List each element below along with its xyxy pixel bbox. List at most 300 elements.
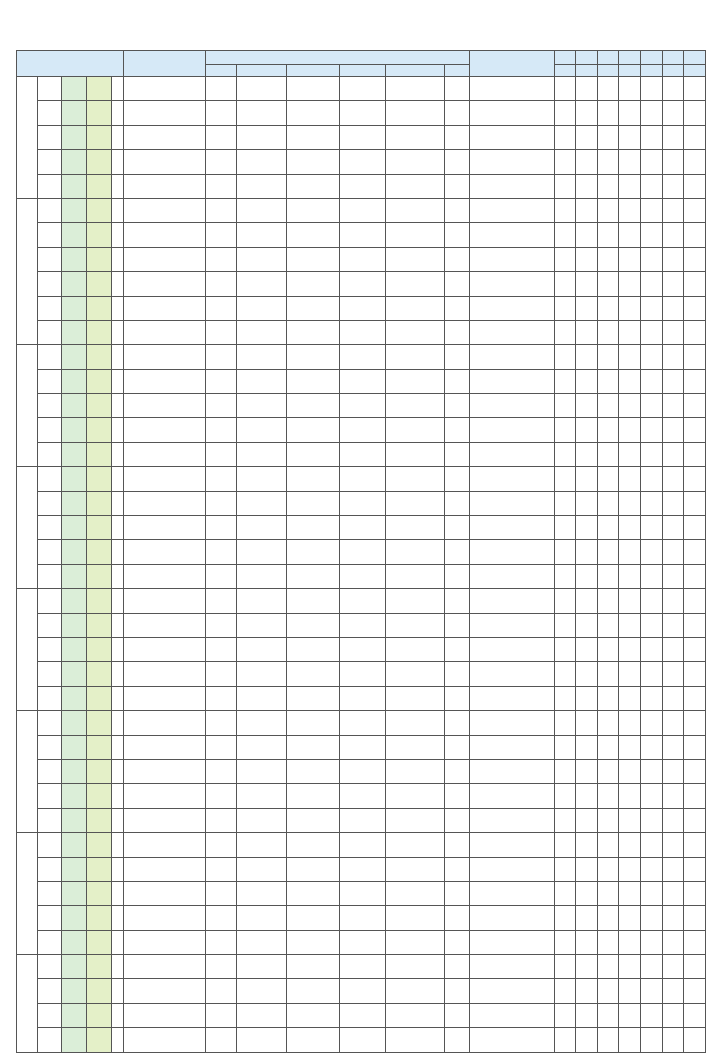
morning-snack [124, 613, 206, 637]
weekday [111, 808, 123, 832]
nutrition-value [554, 394, 576, 418]
morning-snack [124, 808, 206, 832]
nutrition-value [554, 320, 576, 344]
lunch-soup [385, 491, 445, 515]
lunch-main [237, 1028, 286, 1052]
nutrition-header [597, 51, 619, 65]
nutrition-value [619, 77, 641, 101]
menu-row [17, 686, 706, 710]
nutrition-value [640, 491, 662, 515]
date-sep [37, 808, 62, 832]
lunch-soup [385, 1003, 445, 1027]
lunch-side [286, 979, 340, 1003]
menu-row [17, 150, 706, 174]
afternoon-snack [470, 540, 554, 564]
nutrition-value [662, 759, 684, 783]
lunch-fruit [445, 320, 470, 344]
lunch-soup [385, 223, 445, 247]
afternoon-snack [470, 906, 554, 930]
lunch-fruit [445, 394, 470, 418]
nutrition-value [554, 150, 576, 174]
lunch-staple [206, 881, 237, 905]
nutrition-value [662, 101, 684, 125]
lunch-soup [385, 394, 445, 418]
weekday [111, 833, 123, 857]
date-sep [37, 833, 62, 857]
date-sep [37, 516, 62, 540]
lunch-soup [385, 735, 445, 759]
nutrition-value [640, 857, 662, 881]
nutrition-value [597, 881, 619, 905]
menu-row [17, 833, 706, 857]
nutrition-value [662, 223, 684, 247]
afternoon-snack [470, 1028, 554, 1052]
date-nov [62, 637, 87, 661]
date-sep [37, 320, 62, 344]
date-nov [62, 369, 87, 393]
nutrition-value [576, 516, 598, 540]
date-nov [62, 955, 87, 979]
nutrition-header [619, 51, 641, 65]
nutrition-value [554, 1003, 576, 1027]
lunch-soup [385, 369, 445, 393]
lunch-main [237, 711, 286, 735]
lunch-main [237, 979, 286, 1003]
lunch-side [286, 101, 340, 125]
lunch-main [237, 1003, 286, 1027]
week-label [17, 589, 38, 711]
nutrition-value [662, 564, 684, 588]
date-nov [62, 394, 87, 418]
morning-snack [124, 955, 206, 979]
nutrition-value [597, 272, 619, 296]
lunch-vegetable [340, 467, 385, 491]
nutrition-value [597, 296, 619, 320]
lunch-soup [385, 77, 445, 101]
nutrition-header [554, 51, 576, 65]
lunch-soup [385, 101, 445, 125]
nutrition-value [576, 491, 598, 515]
date-sep [37, 540, 62, 564]
afternoon-snack [470, 516, 554, 540]
nutrition-value [662, 247, 684, 271]
date-sep [37, 564, 62, 588]
nutrition-value [554, 467, 576, 491]
nutrition-value [554, 101, 576, 125]
nutrition-value [597, 833, 619, 857]
nutrition-value [576, 1028, 598, 1052]
weekday [111, 881, 123, 905]
date-sep [37, 467, 62, 491]
nutrition-value [684, 735, 706, 759]
lunch-staple [206, 1028, 237, 1052]
lunch-side [286, 345, 340, 369]
lunch-staple [206, 833, 237, 857]
lunch-vegetable [340, 491, 385, 515]
lunch-vegetable [340, 272, 385, 296]
nutrition-value [640, 759, 662, 783]
date-dec [87, 77, 112, 101]
weekday [111, 540, 123, 564]
lunch-fruit [445, 833, 470, 857]
lunch-main [237, 320, 286, 344]
nutrition-value [576, 394, 598, 418]
lunch-vegetable [340, 198, 385, 222]
nutrition-value [640, 125, 662, 149]
lunch-side [286, 759, 340, 783]
nutrition-value [597, 369, 619, 393]
date-sep [37, 759, 62, 783]
lunch-soup [385, 467, 445, 491]
lunch-col-header [385, 65, 445, 77]
morning-snack [124, 589, 206, 613]
date-nov [62, 516, 87, 540]
nutrition-value [597, 540, 619, 564]
menu-row [17, 296, 706, 320]
lunch-vegetable [340, 955, 385, 979]
lunch-main [237, 564, 286, 588]
week-label [17, 77, 38, 199]
nutrition-value [662, 979, 684, 1003]
lunch-main [237, 345, 286, 369]
lunch-side [286, 77, 340, 101]
lunch-soup [385, 784, 445, 808]
lunch-staple [206, 906, 237, 930]
date-nov [62, 833, 87, 857]
nutrition-value [684, 955, 706, 979]
menu-row [17, 979, 706, 1003]
lunch-vegetable [340, 1028, 385, 1052]
lunch-staple [206, 711, 237, 735]
nutrition-value [684, 174, 706, 198]
lunch-soup [385, 808, 445, 832]
nutrition-value [597, 442, 619, 466]
nutrition-header [640, 51, 662, 65]
nutrition-value [554, 272, 576, 296]
weekday [111, 759, 123, 783]
nutrition-value [576, 613, 598, 637]
date-sep [37, 613, 62, 637]
date-dec [87, 394, 112, 418]
lunch-fruit [445, 955, 470, 979]
date-nov [62, 125, 87, 149]
lunch-main [237, 101, 286, 125]
morning-snack [124, 491, 206, 515]
date-dec [87, 150, 112, 174]
lunch-fruit [445, 735, 470, 759]
morning-snack [124, 150, 206, 174]
lunch-soup [385, 272, 445, 296]
nutrition-value [554, 686, 576, 710]
weekday [111, 223, 123, 247]
menu-row [17, 613, 706, 637]
lunch-fruit [445, 125, 470, 149]
nutrition-value [684, 979, 706, 1003]
morning-snack [124, 759, 206, 783]
nutrition-value [662, 467, 684, 491]
afternoon-snack [470, 467, 554, 491]
date-sep [37, 247, 62, 271]
date-dec [87, 613, 112, 637]
afternoon-snack [470, 589, 554, 613]
nutrition-value [662, 808, 684, 832]
weekday [111, 735, 123, 759]
date-sep [37, 150, 62, 174]
nutrition-value [554, 711, 576, 735]
menu-row [17, 906, 706, 930]
nutrition-value [662, 784, 684, 808]
nutrition-value [662, 540, 684, 564]
nutrition-value [640, 906, 662, 930]
lunch-vegetable [340, 516, 385, 540]
weekday [111, 272, 123, 296]
lunch-fruit [445, 759, 470, 783]
nutrition-value [640, 589, 662, 613]
lunch-fruit [445, 491, 470, 515]
lunch-staple [206, 467, 237, 491]
date-dec [87, 857, 112, 881]
nutrition-value [640, 77, 662, 101]
nutrition-value [684, 686, 706, 710]
lunch-fruit [445, 150, 470, 174]
nutrition-value [554, 345, 576, 369]
nutrition-value [684, 418, 706, 442]
lunch-fruit [445, 101, 470, 125]
nutrition-value [619, 906, 641, 930]
nutrition-value [576, 418, 598, 442]
lunch-side [286, 369, 340, 393]
nutrition-value [684, 589, 706, 613]
date-nov [62, 418, 87, 442]
lunch-fruit [445, 345, 470, 369]
lunch-soup [385, 930, 445, 954]
weekday [111, 198, 123, 222]
nutrition-value [684, 857, 706, 881]
nutrition-value [597, 930, 619, 954]
nutrition-value [684, 272, 706, 296]
lunch-side [286, 711, 340, 735]
lunch-col-header [237, 65, 286, 77]
date-sep [37, 1028, 62, 1052]
menu-row [17, 77, 706, 101]
lunch-main [237, 418, 286, 442]
nutrition-value [684, 369, 706, 393]
nutrition-value [597, 735, 619, 759]
menu-row [17, 198, 706, 222]
nutrition-value [619, 272, 641, 296]
lunch-soup [385, 662, 445, 686]
lunch-soup [385, 150, 445, 174]
date-nov [62, 662, 87, 686]
lunch-fruit [445, 711, 470, 735]
lunch-fruit [445, 516, 470, 540]
morning-snack [124, 784, 206, 808]
date-dec [87, 101, 112, 125]
unit-header [554, 65, 576, 77]
menu-row [17, 637, 706, 661]
menu-row [17, 345, 706, 369]
nutrition-value [554, 613, 576, 637]
lunch-side [286, 686, 340, 710]
date-nov [62, 906, 87, 930]
date-sep [37, 686, 62, 710]
lunch-staple [206, 808, 237, 832]
menu-row [17, 1028, 706, 1052]
nutrition-value [597, 223, 619, 247]
menu-row [17, 320, 706, 344]
nutrition-value [576, 174, 598, 198]
lunch-fruit [445, 442, 470, 466]
nutrition-value [554, 930, 576, 954]
lunch-main [237, 491, 286, 515]
lunch-vegetable [340, 979, 385, 1003]
morning-snack [124, 1028, 206, 1052]
lunch-fruit [445, 540, 470, 564]
afternoon-snack [470, 150, 554, 174]
lunch-main [237, 516, 286, 540]
weekday [111, 686, 123, 710]
menu-row [17, 735, 706, 759]
morning-snack [124, 735, 206, 759]
nutrition-value [684, 662, 706, 686]
date-dec [87, 247, 112, 271]
lunch-side [286, 613, 340, 637]
lunch-soup [385, 979, 445, 1003]
date-sep [37, 857, 62, 881]
date-dec [87, 540, 112, 564]
nutrition-header [684, 51, 706, 65]
date-sep [37, 418, 62, 442]
lunch-fruit [445, 686, 470, 710]
date-nov [62, 711, 87, 735]
lunch-staple [206, 320, 237, 344]
nutrition-value [554, 564, 576, 588]
unit-header [576, 65, 598, 77]
nutrition-value [576, 784, 598, 808]
nutrition-value [684, 1028, 706, 1052]
date-nov [62, 247, 87, 271]
lunch-soup [385, 564, 445, 588]
nutrition-value [662, 857, 684, 881]
lunch-vegetable [340, 101, 385, 125]
lunch-vegetable [340, 345, 385, 369]
nutrition-value [597, 174, 619, 198]
weekday [111, 491, 123, 515]
nutrition-value [597, 320, 619, 344]
nutrition-value [640, 686, 662, 710]
lunch-soup [385, 906, 445, 930]
lunch-main [237, 296, 286, 320]
nutrition-value [684, 833, 706, 857]
week-label [17, 345, 38, 467]
lunch-main [237, 637, 286, 661]
date-sep [37, 881, 62, 905]
lunch-staple [206, 540, 237, 564]
nutrition-value [662, 77, 684, 101]
date-nov [62, 1028, 87, 1052]
date-dec [87, 808, 112, 832]
morning-snack [124, 394, 206, 418]
nutrition-value [597, 101, 619, 125]
weekday [111, 418, 123, 442]
nutrition-value [619, 1003, 641, 1027]
morning-snack [124, 369, 206, 393]
afternoon-snack [470, 125, 554, 149]
nutrition-value [597, 711, 619, 735]
date-dec [87, 881, 112, 905]
morning-snack [124, 637, 206, 661]
nutrition-value [619, 247, 641, 271]
nutrition-value [554, 442, 576, 466]
lunch-main [237, 467, 286, 491]
weekday [111, 906, 123, 930]
date-sep [37, 369, 62, 393]
nutrition-value [640, 784, 662, 808]
morning-snack [124, 247, 206, 271]
afternoon-snack [470, 174, 554, 198]
afternoon-snack [470, 686, 554, 710]
date-dec [87, 1003, 112, 1027]
nutrition-value [619, 394, 641, 418]
date-nov [62, 467, 87, 491]
nutrition-value [576, 77, 598, 101]
afternoon-snack [470, 320, 554, 344]
date-nov [62, 613, 87, 637]
lunch-staple [206, 223, 237, 247]
nutrition-value [576, 150, 598, 174]
nutrition-value [576, 857, 598, 881]
lunch-staple [206, 101, 237, 125]
nutrition-value [619, 150, 641, 174]
lunch-fruit [445, 784, 470, 808]
nutrition-value [619, 516, 641, 540]
weekday [111, 516, 123, 540]
menu-row [17, 662, 706, 686]
nutrition-value [597, 77, 619, 101]
menu-row [17, 540, 706, 564]
date-nov [62, 174, 87, 198]
afternoon-snack [470, 833, 554, 857]
lunch-staple [206, 662, 237, 686]
lunch-vegetable [340, 613, 385, 637]
date-nov [62, 540, 87, 564]
nutrition-value [554, 296, 576, 320]
menu-row [17, 930, 706, 954]
lunch-staple [206, 345, 237, 369]
date-nov [62, 589, 87, 613]
date-sep [37, 784, 62, 808]
weekday [111, 247, 123, 271]
nutrition-value [640, 150, 662, 174]
lunch-soup [385, 833, 445, 857]
nutrition-value [554, 735, 576, 759]
lunch-side [286, 808, 340, 832]
nutrition-value [640, 394, 662, 418]
lunch-staple [206, 516, 237, 540]
date-nov [62, 759, 87, 783]
nutrition-value [662, 369, 684, 393]
nutrition-value [576, 955, 598, 979]
date-dec [87, 637, 112, 661]
nutrition-value [576, 101, 598, 125]
nutrition-value [684, 101, 706, 125]
weekday [111, 150, 123, 174]
lunch-side [286, 1028, 340, 1052]
nutrition-value [576, 808, 598, 832]
lunch-staple [206, 857, 237, 881]
nutrition-value [684, 223, 706, 247]
lunch-soup [385, 540, 445, 564]
